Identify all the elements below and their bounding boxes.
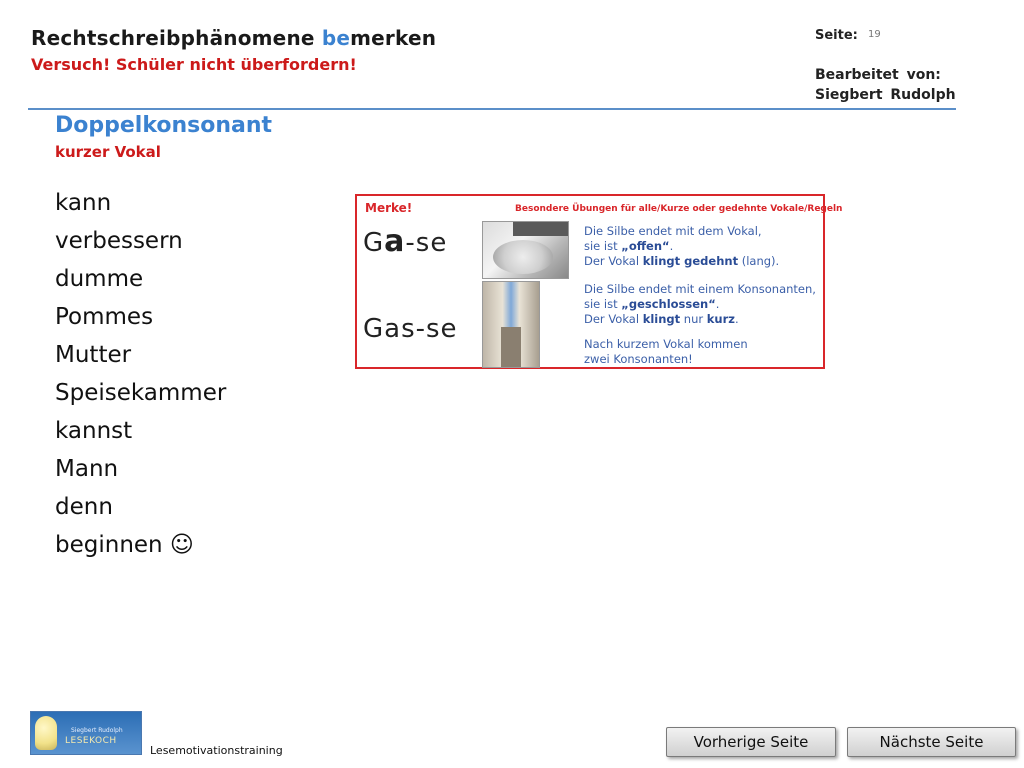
note-line-1: Nach kurzem Vokal kommen [584,337,748,351]
footer-label: Lesemotivationstraining [150,744,283,757]
word-item: Speisekammer [55,380,227,406]
previous-page-button[interactable]: Vorherige Seite [666,727,836,757]
alley-path-shape [501,327,521,367]
closed-line-3 [584,312,816,327]
merke-title: Merke! [365,201,413,215]
open-line-3-pre: Der Vokal [584,254,643,268]
word-item: denn [55,494,113,520]
logo-name: Siegbert Rudolph [71,727,123,734]
section-title: Doppelkonsonant [55,113,273,138]
closed-line-3-post: . [734,312,739,326]
word-item: Mutter [55,342,132,368]
note-line-2: zwei Konsonanten! [584,352,693,366]
smoke-shape [493,240,553,274]
open-line-3-bold: klingt gedehnt [642,254,739,268]
closed-line-2-pre: sie ist [584,297,622,311]
page-title [31,26,436,50]
closed-line-2-post: . [715,297,720,311]
open-line-2-bold: „offen“ [621,239,670,253]
open-line-3-post: (lang). [738,254,780,268]
lightbulb-icon [35,716,57,750]
logo-brand: LESEKOCH [65,736,117,746]
word-item: kannst [55,418,133,444]
open-word-rest: -se [405,228,448,258]
rule-note [584,337,748,367]
closed-line-3-mid: nur [680,312,707,326]
closed-syllable-explanation [584,282,816,327]
closed-line-3-pre: Der Vokal [584,312,643,326]
section-subtitle: kurzer Vokal [55,143,161,161]
closed-line-2 [584,297,816,312]
open-syllable-word [363,224,447,259]
word-item: dumme [55,266,144,292]
title-part2: merken [350,26,437,50]
car-bumper-shape [513,222,569,236]
lesekoch-logo [30,711,142,755]
open-line-2 [584,239,779,254]
open-line-2-post: . [669,239,674,253]
merke-rule-box [355,194,843,369]
word-list [55,184,226,564]
alley-photo [482,281,540,368]
closed-syllable-word: Gas-se [363,314,458,344]
edited-by-label: Bearbeitet von: [815,67,941,83]
page-subtitle: Versuch! Schüler nicht überfordern! [31,55,357,74]
open-line-2-pre: sie ist [584,239,622,253]
next-page-button[interactable]: Nächste Seite [847,727,1016,757]
closed-line-2-bold: „geschlossen“ [621,297,716,311]
word-item: kann [55,190,112,216]
open-syllable-explanation [584,224,779,269]
page-number: 19 [868,29,881,40]
merke-header: Besondere Übungen für alle/Kurze oder gedehnte Vokale/Regeln [515,204,843,214]
open-word-g: G [363,228,385,258]
word-item: verbessern [55,228,183,254]
closed-line-3-bold1: klingt [642,312,681,326]
open-word-vowel: a [384,224,406,259]
word-item: Mann [55,456,119,482]
open-line-3 [584,254,779,269]
exhaust-smoke-photo [482,221,569,279]
open-line-1: Die Silbe endet mit dem Vokal, [584,224,762,238]
title-highlight: be [321,26,351,50]
word-item: Pommes [55,304,154,330]
closed-line-1: Die Silbe endet mit einem Konsonanten, [584,282,816,296]
closed-line-3-bold2: kurz [706,312,735,326]
page-number-label: Seite: [815,28,858,43]
header-divider [28,108,956,110]
edited-by-name: Siegbert Rudolph [815,87,956,103]
word-item: beginnen ☺ [55,532,194,558]
title-part1: Rechtschreibphänomene [31,26,322,50]
